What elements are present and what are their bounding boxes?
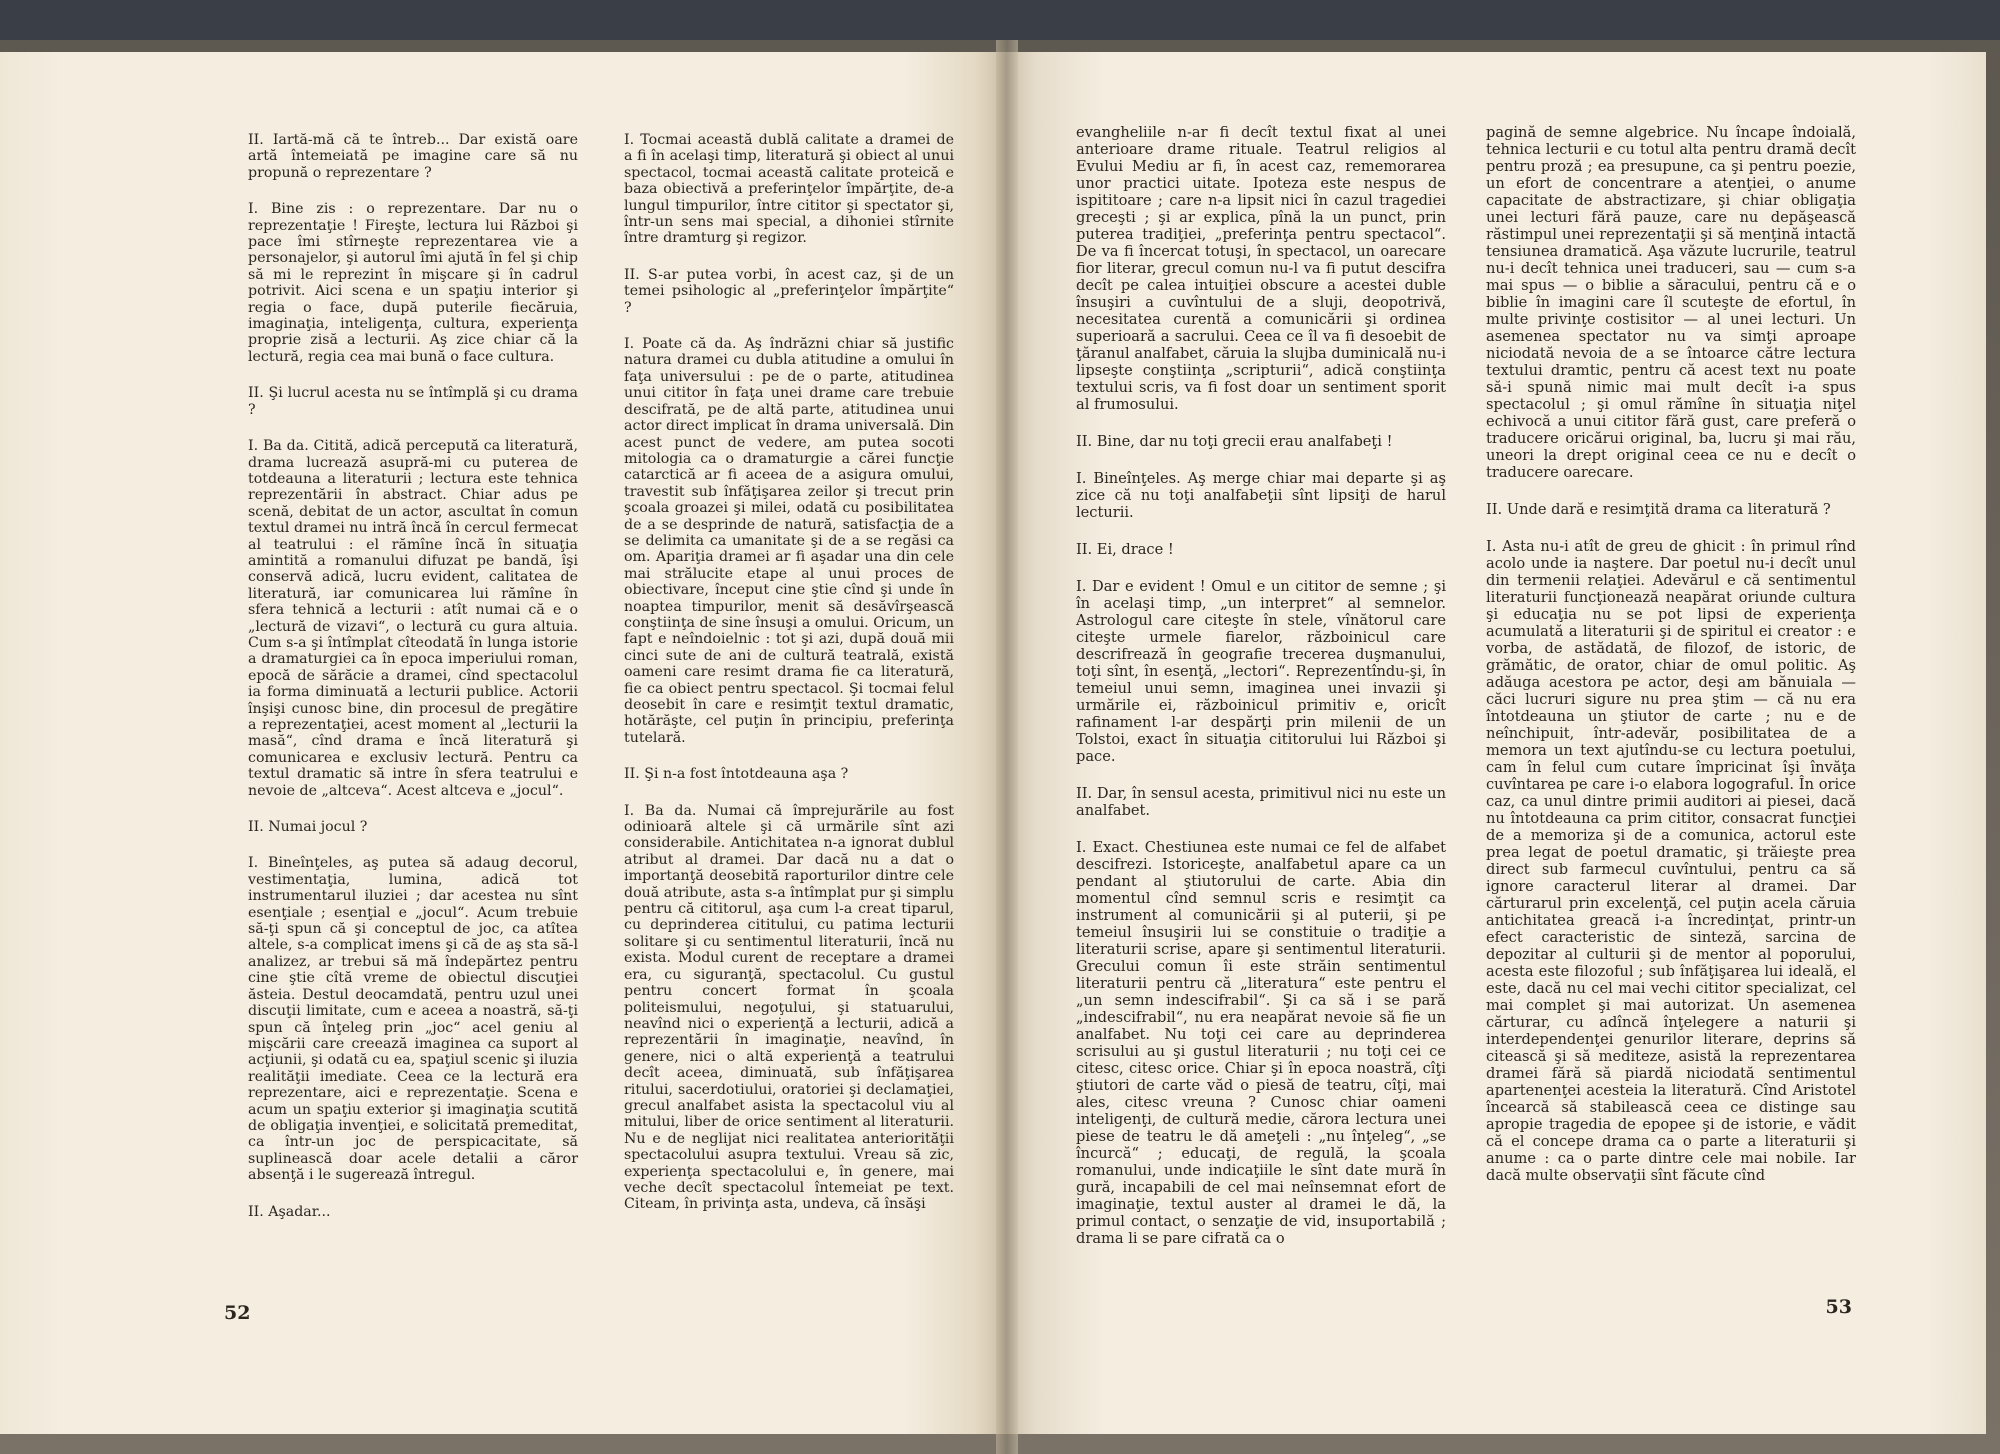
- paragraph: I. Bine zis : o reprezentare. Dar nu o reprezentaţie ! Fireşte, lectura lui Război şi pace îmi stîrneşte reprezentarea vie a personajelor, şi autorul îmi ajută în fel şi chip să mi le reprezint în mişcare şi în cadrul potrivit. Aici scena e un spaţiu interior şi regia o face, după puterile fiecăruia, imaginaţia, inteligenţa, cultura, experienţa proprie zisă a lecturii. Aş zice chiar că la lectură, regia cea mai bună o face cultura.: [248, 201, 578, 365]
- paragraph: I. Ba da. Citită, adică percepută ca literatură, drama lucrează asupră-mi cu puterea de totdeauna a literaturii ; lectura este tehnica reprezentării în abstract. Chiar adus pe scenă, debitat de un actor, ascultat în comun textul dramei nu intră încă în cercul fermecat al teatrului : el rămîne încă în situaţia amintită a romanului difuzat pe bandă, îşi conservă adică, lucru evident, calitatea de literatură, iar comunicarea lui rămîne în sfera tehnică a lecturii : atît numai că e o „lectură de vizavi“, o lectură cu gura altuia. Cum s-a şi întîmplat cîteodată în lunga istorie a dramaturgiei ca în epoca imperiului roman, epocă de sărăcie a dramei, cînd spectacolul ia forma diminuată a lecturii publice. Actorii înşişi cunosc bine, din procesul de pregătire a reprezentaţiei, acest moment al „lecturii la masă“, cînd drama e încă literatură şi comunicarea e exclusiv lectură. Pentru ca textul dramatic să intre în sfera teatrului e nevoie de „altceva“. Acest altceva e „jocul“.: [248, 438, 578, 799]
- paragraph: I. Bineînţeles. Aş merge chiar mai departe şi aş zice că nu toţi analfabeţii sînt lipsiţi de harul lecturii.: [1076, 470, 1446, 521]
- paragraph: II. Iartă-mă că te întreb... Dar există oare artă întemeiată pe imagine care să nu propună o reprezentare ?: [248, 132, 578, 181]
- paragraph: I. Poate că da. Aş îndrăzni chiar să justific natura dramei cu dubla atitudine a omului în faţa universului : pe de o parte, atitudinea unui cititor în faţa unei drame care trebuie descifrată, pe de altă parte, atitudinea unui actor direct implicat în drama universală. Din acest punct de vedere, am putea socoti mitologia ca o dramaturgie a cărei funcţie catarctică ar fi aceea de a asigura omului, travestit sub înfăţişarea zeilor şi trecut prin şcoala groazei şi milei, odată cu posibilitatea de a se desprinde de natură, satisfacţia de a se delimita ca umanitate şi de a se regăsi ca om. Apariţia dramei ar fi aşadar una din cele mai strălucite etape al unui proces de obiectivare, început cine ştie cînd şi unde în noaptea timpurilor, menit să desăvîrşească conştiinţa de sine însuşi a omului. Oricum, un fapt e neîndoielnic : tot şi azi, după două mii cinci sute de ani de cultură teatrală, există oameni care resimt drama fie ca literatură, fie ca obiect pentru spectacol. Şi tocmai felul deosebit în care e resimţit textul dramatic, hotărăşte, cel puţin în principiu, preferinţa tutelară.: [624, 336, 954, 746]
- paragraph: II. Aşadar...: [248, 1203, 331, 1220]
- right-page-column-2: [1486, 124, 1856, 1267]
- right-page: [1006, 52, 1986, 1434]
- paragraph: II. Şi n-a fost întotdeauna aşa ?: [624, 766, 849, 783]
- paragraph: II. Ei, drace !: [1076, 541, 1174, 558]
- paragraph: II. Unde dară e resimţită drama ca literatură ?: [1486, 501, 1831, 518]
- paragraph: II. Dar, în sensul acesta, primitivul nici nu este un analfabet.: [1076, 785, 1446, 819]
- paragraph: I. Asta nu-i atît de greu de ghicit : în primul rînd acolo unde ia naştere. Dar poetul nu-i decît unul din termenii relaţiei. Adevărul e că sentimentul literaturii funcţionează neapărat oriunde cultura şi educaţia nu se pot lipsi de experienţa acumulată a literaturii şi de spiritul ei creator : e vorba, de astădată, de filozof, de istoric, de grămătic, de orator, chiar de omul politic. Aş adăuga acestora pe actor, deşi am bănuiala — căci lucruri sigure nu prea ştim — că nu era întotdeauna un ştiutor de carte ; nu e de neînchipuit, într-adevăr, posibilitatea de a memora un text ajutîndu-se cu lectura poetului, cam în felul cum cutare împricinat îşi învăţa cuvîntarea pe care i-o elabora logograful. În orice caz, ca unul dintre primii auditori ai piesei, dacă nu întotdeauna ca prim cititor, consacrat funcţiei de a memoriza şi de a comunica, actorul este prea legat de poetul dramatic, şi trăieşte prea direct sub farmecul cuvîntului, pentru ca să ignore caracterul literar al dramei. Dar cărturarul prin excelenţă, cel puţin acela căruia antichitatea greacă i-a încredinţat, printr-un efect caracteristic de sinteză, sarcina de depozitar al culturii şi de mentor al poporului, acesta este filozoful ; sub înfăţişarea lui ideală, el este, dacă nu cel mai vechi cititor specializat, cel mai complet şi mai autorizat. Un asemenea cărturar, cu adîncă înţelegere a naturii şi interdependenţei genurilor literare, deprins să citească şi să mediteze, asistă la reprezentarea dramei fără să piardă niciodată sentimentul apartenenţei acesteia la literatură. Cînd Aristotel încearcă să stabilească ceea ce distinge sau apropie tragedia de epopee şi de istorie, e vădit că el concepe drama ca o parte a literaturii şi anume : ca o parte dintre cele mai nobile. Iar dacă multe observaţii sînt făcute cînd: [1486, 538, 1856, 1184]
- page-number: 52: [224, 1302, 251, 1324]
- paragraph: II. S-ar putea vorbi, în acest caz, şi de un temei psihologic al „preferinţelor împărţite“ ?: [624, 266, 954, 316]
- paragraph: evangheliile n-ar fi decît textul fixat al unei anterioare drame rituale. Teatrul religios al Evului Mediu ar fi, în acest caz, rememorarea unor practici uitate. Ipoteza este nespus de ispititoare ; care n-a lipsit nici în cazul tragediei greceşti ; şi ar explica, pînă la un punct, prin puterea tradiţiei, „preferinţa pentru spectacol“. De va fi încercat totuşi, în spectacol, un oarecare fior literar, grecul comun nu-l va fi putut descifra decît pe calea intuiţiei obscure a acestei duble însuşiri a cuvîntului de a sluji, deopotrivă, necesitatea curentă a comunicării şi ordinea superioară a sacrului. Ceea ce îl va fi desoebit de ţăranul analfabet, căruia la slujba duminicală nu-i lipseşte conştiinţa „scripturii“, adică conştiinţa textului scris, va fi fost doar un sentiment sporit al frumosului.: [1076, 124, 1446, 413]
- page-number: 53: [1825, 1296, 1852, 1318]
- left-page-column-1: [248, 132, 578, 1240]
- paragraph: II. Numai jocul ?: [248, 819, 368, 836]
- paragraph: II. Bine, dar nu toţi grecii erau analfabeţi !: [1076, 433, 1393, 450]
- left-page-column-2: [624, 132, 954, 1240]
- paragraph: II. Şi lucrul acesta nu se întîmplă şi cu drama ?: [248, 385, 578, 418]
- paragraph: I. Tocmai această dublă calitate a dramei de a fi în acelaşi timp, literatură şi obiect al unui spectacol, tocmai această calitate proteică e baza obiectivă a preferinţelor împărţite, de-a lungul timpurilor, între cititor şi spectator şi, într-un sens mai special, a dihoniei stîrnite între dramturg şi regizor.: [624, 132, 954, 247]
- paragraph: I. Dar e evident ! Omul e un cititor de semne ; şi în acelaşi timp, „un interpret“ al semnelor. Astrologul care citeşte în stele, vînătorul care citeşte urmele fiarelor, războinicul care descrifrează în geografie trecerea duşmanului, toţi sînt, în esenţă, „lectori“. Reprezentîndu-şi, în temeiul unui semn, imaginea unei invazii şi urmările ei, războinicul primitiv e, oricît rafinament l-ar despărţi prin milenii de un Tolstoi, exact în situaţia cititorului lui Război şi pace.: [1076, 578, 1446, 765]
- paragraph: I. Exact. Chestiunea este numai ce fel de alfabet descifrezi. Istoriceşte, analfabetul apare ca un pendant al ştiutorului de carte. Abia din momentul cînd semnul scris e resimţit ca instrument al comunicării şi al puterii, şi pe temeiul însuşirii lui se constituie o tradiţie a literaturii scrise, apare şi sentimentul literaturii. Grecului comun îi este străin sentimentul literaturii pentru că „literatura“ este pentru el „un semn indescifrabil“. Şi ca să i se pară „indescifrabil“, nu era neapărat nevoie să fie un analfabet. Nu toţi cei care au deprinderea scrisului au şi gustul literaturii ; nu toţi cei ce citesc, citesc orice. Chiar şi în epoca noastră, cîţi ştiutori de carte văd o piesă de teatru, cîţi, mai ales, citesc vreuna ? Cunosc chiar oameni inteligenţi, de cultură medie, cărora lectura unei piese de teatru le dă ameţeli : „nu înţeleg“, „se încurcă“ ; educaţi, de regulă, la şcoala romanului, unde indicaţiile le sînt date mură în gură, incapabili de cel mai neînsemnat efort de imaginaţie, textul auster al dramei le dă, la primul contact, o senzaţie de vid, insuportabilă ; drama li se pare cifrată ca o: [1076, 839, 1446, 1247]
- left-page: [0, 52, 1006, 1434]
- book-spine: [996, 40, 1018, 1454]
- right-page-column-1: [1076, 124, 1446, 1267]
- paragraph: I. Bineînţeles, aş putea să adaug decorul, vestimentaţia, lumina, adică tot instrumentarul iluziei ; dar acestea nu sînt esenţiale ; esenţial e „jocul“. Acum trebuie să-ţi spun că şi conceptul de joc, ca atîtea altele, s-a complicat imens şi că de aş sta să-l analizez, ar trebui să mă îndepărtez pentru cine ştie cîtă vreme de obiectul discuţiei ăsteia. Destul deocamdată, pentru uzul unei discuţii limitate, cum e aceea a noastră, să-ţi spun că înţeleg prin „joc“ acel geniu al mişcării care creează imaginea ca suport al acţiunii, şi odată cu ea, spaţiul scenic şi iluzia realităţii imediate. Ceea ce la lectură era reprezentare, aici e reprezentaţie. Scena e acum un spaţiu exterior şi imaginaţia scutită de obligaţia invenţiei, e solicitată premeditat, ca într-un joc de perspicacitate, să suplinească doar acele detalii a căror absenţă i le sugerează întregul.: [248, 855, 578, 1184]
- paragraph: I. Ba da. Numai că împrejurările au fost odinioară altele şi că urmările sînt azi considerabile. Antichitatea n-a ignorat dublul atribut al dramei. Dar dacă nu a dat o importanţă deosebită raporturilor dintre cele două atribute, asta s-a întîmplat pur şi simplu pentru că cititorul, aşa cum l-a creat tiparul, cu deprinderea cititului, cu patima lecturii solitare şi cu sentimentul literaturii, încă nu exista. Modul curent de receptare a dramei era, cu siguranţă, spectacolul. Cu gustul pentru concert format în şcoala politeismului, negoţului, şi statuarului, neavînd nici o experienţă a lecturii, adică a reprezentării în imaginaţie, neavînd, în genere, nici o altă experienţă a teatrului decît aceea, diminuată, sub înfăţişarea ritului, sacerdotiului, oratoriei şi declamaţiei, grecul analfabet asista la spectacolul viu al mitului, liber de orice sentiment al literaturii. Nu e de neglijat nici realitatea anteriorităţii spectacolului asupra textului. Vreau să zic, experienţa spectacolului e, în genere, mai veche decît spectacolul întemeiat pe text. Citeam, în privinţa asta, undeva, că însăşi: [624, 802, 954, 1213]
- paragraph: pagină de semne algebrice. Nu încape îndoială, tehnica lecturii e cu totul alta pentru dramă decît pentru proză ; ea presupune, ca şi pentru poezie, un efort de concentrare a atenţiei, o anume capacitate de abstractizare, şi chiar obligaţia unei lecturi fără pauze, care nu depăşească răstimpul unei reprezentaţii şi să menţină intactă tensiunea dramatică. Aşa văzute lucrurile, teatrul nu-i decît tehnica unei traduceri, sau — cum s-a mai spus — o biblie a săracului, pentru că e o biblie în imagini care îl scuteşte de efortul, în multe privinţe costisitor — al unei lecturi. Un asemenea spectator nu va simţi aproape niciodată nevoia de a se întoarce către lectura textului dramtic, pentru că acest text nu poate să-i spună nimic mai mult decît i-a spus spectacolul ; şi omul rămîne în situaţia niţel echivocă a unui cititor fără gust, care preferă o traducere oricărui original, ba, lucru şi mai rău, uneori la drept original ceea ce nu e decît o traducere oarecare.: [1486, 124, 1856, 481]
